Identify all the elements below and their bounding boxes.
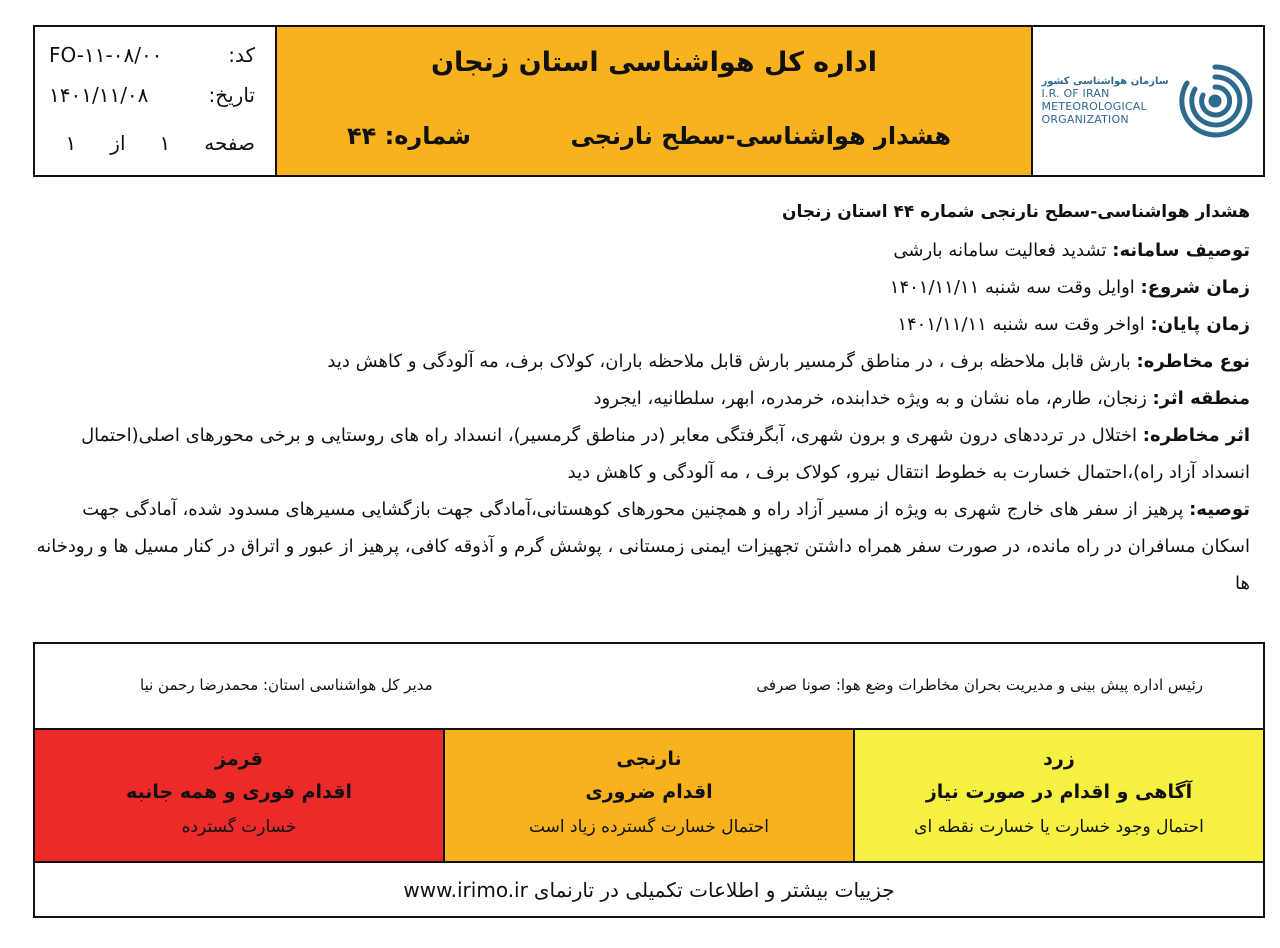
logo-text-fa: سازمان هواشناسی کشور [1041,76,1169,87]
warning-number-label: شماره: [384,122,471,150]
logo-text [1041,76,1168,126]
director-signature: مدیر کل هواشناسی استان: محمدرضا رحمن نیا [140,676,433,694]
document-header [33,25,1265,177]
page-label: صفحه [204,131,255,155]
field-recommendation [30,491,1250,602]
field-hazard-impact [30,417,1250,491]
date-row [49,83,255,107]
field-text: تشدید فعالیت سامانه بارشی [893,240,1113,261]
field-label: اثر مخاطره: [1142,425,1250,446]
field-label: زمان پایان: [1150,314,1250,335]
warning-levels-table [33,730,1265,918]
field-text: پرهیز از سفر های خارج شهری به ویژه از مسیر آزاد راه و همچنین محورهای کوهستانی،آمادگی جهت بازگشایی مسیرهای مسدود شده، آمادگی جهت اسکان مسافران در راه مانده، در صورت سفر همراه داشتن تجهیزات ایمنی زمستانی ، پوشش گرم و آذوقه کافی، پرهیز از عبور و اتراق در کنار مسیل ها و رودخانه ها [36,499,1250,594]
warning-number [347,122,471,150]
field-start-time [30,269,1250,306]
field-affected-area [30,380,1250,417]
page-row [49,131,255,155]
logo-text-en-3: ORGANIZATION [1041,113,1129,126]
code-value: FO-۱۱-۰۸/۰۰ [49,43,163,67]
page-current: ۱ [159,131,171,155]
warning-subtitle: هشدار هواشناسی-سطح نارنجی [570,122,951,150]
field-label: توصیف سامانه: [1112,240,1250,261]
footer-text: جزییات بیشتر و اطلاعات تکمیلی در تارنمای [533,877,895,902]
meteorological-organization-emblem-icon [1175,61,1255,141]
field-text: اواخر وقت سه شنبه ۱۴۰۱/۱۱/۱۱ [897,314,1151,335]
level-red [35,730,445,861]
level-description: احتمال خسارت گسترده زیاد است [528,817,769,837]
warning-number-value: ۴۴ [347,122,377,150]
field-text: اختلال در ترددهای درون شهری و برون شهری، آبگرفتگی معابر (در مناطق گرمسیر)، انسداد راه های روستایی و برخی محورهای اصلی(احتمال انسداد آزاد راه)،احتمال خسارت به خطوط انتقال نیرو، کولاک برف ، مه آلودگی و کاهش دید [81,425,1250,483]
forecast-head-signature: رئیس اداره پیش بینی و مدیریت بحران مخاطرات وضع هوا: صونا صرفی [756,676,1203,694]
field-text: اوایل وقت سه شنبه ۱۴۰۱/۱۱/۱۱ [889,277,1141,298]
levels-row [35,730,1263,863]
field-end-time [30,306,1250,343]
field-hazard-type [30,343,1250,380]
page-total: ۱ [65,131,77,155]
level-action: اقدام فوری و همه جانبه [125,781,352,803]
date-label: تاریخ: [208,83,255,107]
logo-text-en-1: I.R. OF IRAN [1041,87,1110,100]
field-label: توصیه: [1189,499,1250,520]
field-text: بارش قابل ملاحظه برف ، در مناطق گرمسیر بارش قابل ملاحظه باران، کولاک برف، مه آلودگی و کاهش دید [327,351,1137,372]
field-label: نوع مخاطره: [1136,351,1250,372]
level-name: نارنجی [616,748,682,770]
page-of: از [110,131,126,155]
level-action: آگاهی و اقدام در صورت نیاز [925,781,1193,803]
field-system-description [30,232,1250,269]
body-heading: هشدار هواشناسی-سطح نارنجی شماره ۴۴ استان زنجان [781,202,1250,222]
logo-cell [1031,27,1263,175]
code-label: کد: [228,43,255,67]
footer-row [35,863,1263,916]
signature-box [33,642,1265,730]
meta-cell [35,27,275,175]
warning-body [30,192,1250,602]
level-name: زرد [1043,748,1075,770]
level-description: احتمال وجود خسارت یا خسارت نقطه ای [914,817,1204,837]
level-name: قرمز [215,748,263,770]
date-value: ۱۴۰۱/۱۱/۰۸ [49,83,149,107]
field-text: زنجان، طارم، ماه نشان و به ویژه خدابنده، خرمدره، ابهر، سلطانیه، ایجرود [593,388,1153,409]
website-link[interactable]: www.irimo.ir [403,877,528,902]
title-cell [275,27,1031,175]
field-label: زمان شروع: [1140,277,1250,298]
level-yellow [855,730,1263,861]
code-row [49,43,255,67]
level-description: خسارت گسترده [181,817,297,837]
field-label: منطقه اثر: [1152,388,1250,409]
level-action: اقدام ضروری [585,781,713,803]
level-orange [445,730,855,861]
organization-logo [1041,61,1254,141]
document-title: اداره کل هواشناسی استان زنجان [430,47,878,78]
logo-text-en-2: METEOROLOGICAL [1041,100,1147,113]
